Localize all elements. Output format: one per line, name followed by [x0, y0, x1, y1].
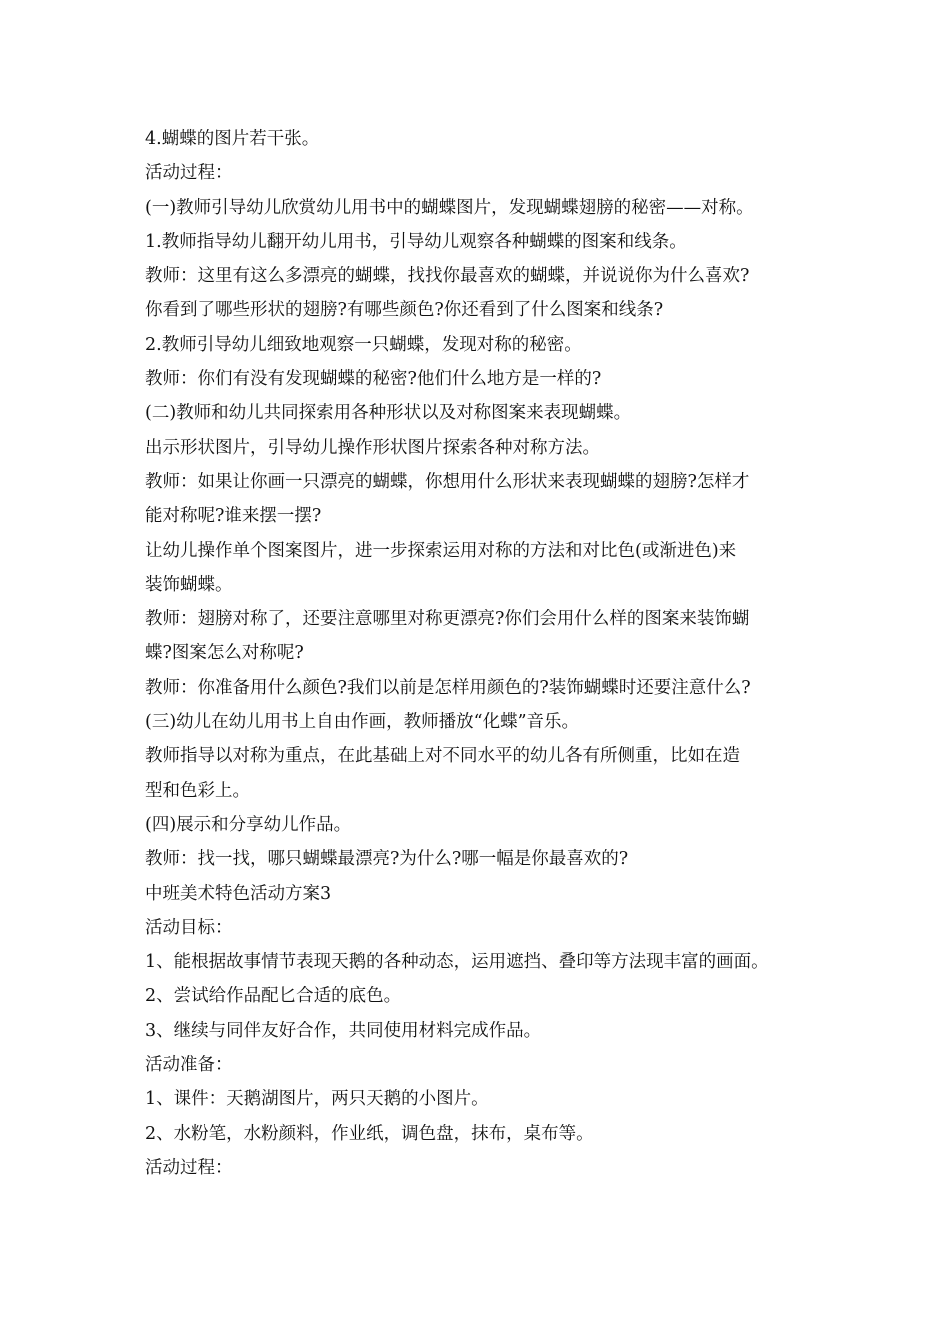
document-title: 中班美术特色活动方案3 — [145, 883, 332, 904]
text-line: 3、继续与同伴友好合作，共同使用材料完成作品。 — [145, 1020, 542, 1041]
text-line: 教师：这里有这么多漂亮的蝴蝶，找找你最喜欢的蝴蝶，并说说你为什么喜欢? — [145, 266, 750, 287]
text-line: 型和色彩上。 — [145, 780, 250, 801]
text-line: 教师：如果让你画一只漂亮的蝴蝶，你想用什么形状来表现蝴蝶的翅膀?怎样才 — [145, 471, 750, 492]
text-line: 教师：找一找，哪只蝴蝶最漂亮?为什么?哪一幅是你最喜欢的? — [145, 849, 629, 870]
text-line: (四)展示和分享幼儿作品。 — [145, 814, 352, 835]
text-line: 2、水粉笔，水粉颜料，作业纸，调色盘，抹布，桌布等。 — [145, 1123, 594, 1144]
text-line: 教师：你准备用什么颜色?我们以前是怎样用颜色的?装饰蝴蝶时还要注意什么? — [145, 677, 751, 698]
text-line: (二)教师和幼儿共同探索用各种形状以及对称图案来表现蝴蝶。 — [145, 403, 632, 424]
text-line: 2.教师引导幼儿细致地观察一只蝴蝶，发现对称的秘密。 — [145, 334, 582, 355]
document-body — [145, 122, 817, 1185]
text-line: (一)教师引导幼儿欣赏幼儿用书中的蝴蝶图片，发现蝴蝶翅膀的秘密——对称。 — [145, 197, 754, 218]
text-line: 教师：翅膀对称了，还要注意哪里对称更漂亮?你们会用什么样的图案来装饰蝴 — [145, 609, 750, 630]
text-line: 1、能根据故事情节表现天鹅的各种动态，运用遮挡、叠印等方法现丰富的画面。 — [145, 952, 769, 973]
section-heading: 活动过程： — [145, 163, 233, 184]
text-line: 装饰蝴蝶。 — [145, 574, 233, 595]
text-line: 1.教师指导幼儿翻开幼儿用书，引导幼儿观察各种蝴蝶的图案和线条。 — [145, 231, 687, 252]
section-heading: 活动过程： — [145, 1157, 233, 1178]
text-line: 让幼儿操作单个图案图片，进一步探索运用对称的方法和对比色(或渐进色)来 — [145, 540, 737, 561]
section-heading: 活动目标： — [145, 917, 233, 938]
text-line: 教师：你们有没有发现蝴蝶的秘密?他们什么地方是一样的? — [145, 369, 602, 390]
text-line: 4.蝴蝶的图片若干张。 — [145, 129, 320, 149]
text-line: 蝶?图案怎么对称呢? — [145, 643, 304, 664]
text-line: 你看到了哪些形状的翅膀?有哪些颜色?你还看到了什么图案和线条? — [145, 300, 664, 321]
text-line: 教师指导以对称为重点，在此基础上对不同水平的幼儿各有所侧重，比如在造 — [145, 746, 740, 767]
text-line: (三)幼儿在幼儿用书上自由作画，教师播放“化蝶”音乐。 — [145, 712, 580, 733]
text-line: 2、尝试给作品配匕合适的底色。 — [145, 986, 402, 1007]
section-heading: 活动准备： — [145, 1055, 233, 1076]
text-line: 出示形状图片，引导幼儿操作形状图片探索各种对称方法。 — [145, 437, 600, 458]
text-line: 1、课件：天鹅湖图片，两只天鹅的小图片。 — [145, 1089, 489, 1110]
text-line: 能对称呢?谁来摆一摆? — [145, 506, 322, 527]
